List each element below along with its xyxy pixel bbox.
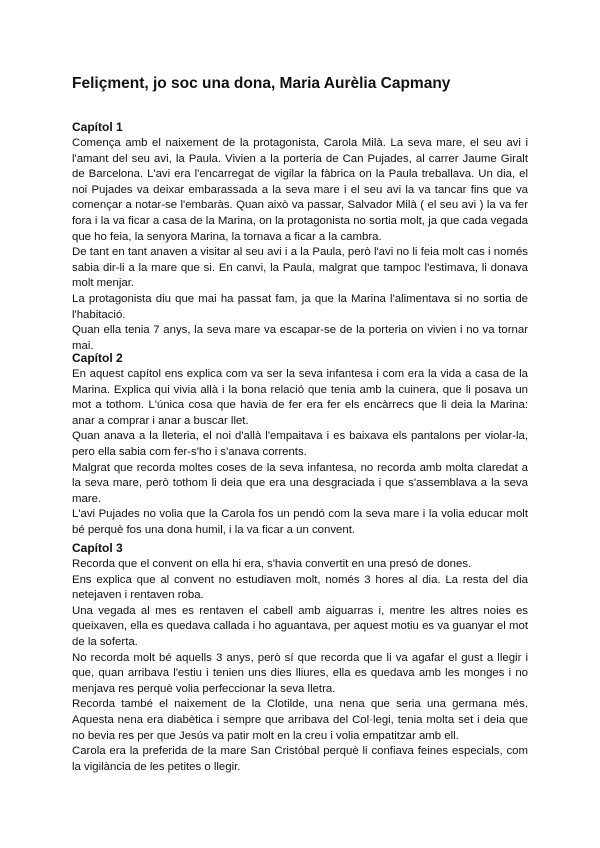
- paragraph: Recorda també el naixement de la Clotilde, una nena que seria una germana més. Aquesta nena era diabètica i sempre que arribava del Col·legi, tenia molta set i deia que no bevia res per que Jesús va patir molt en la creu i volia empatitzar amb ell.: [72, 698, 528, 742]
- paragraph: Quan anava a la lleteria, el noi d'allà l'empaitava i es baixava els pantalons per violar-la, pero ella sabia com fer-s'ho i s'anava corrents.: [72, 430, 528, 458]
- chapter-heading: Capítol 2: [72, 351, 123, 365]
- paragraph: No recorda molt bé aquells 3 anys, però sí que recorda que li va agafar el gust a llegir i que, quan arribava l'estiu i tenien uns dies lliures, ella es quedava amb les monges i no menjava res perquè volia perfeccionar la seva lletra.: [72, 651, 528, 695]
- chapter-2: [72, 351, 528, 539]
- paragraph: Comença amb el naixement de la protagonista, Carola Milà. La seva mare, el seu avi i l'amant del seu avi, la Paula. Vivien a la porteria de Can Pujades, al carrer Jaume Giralt de Barcelona. L'avi era l'encarregat de vigilar la fàbrica on la Paula treballava. Un dia, el noi Pujades va deixar embarassada a la seva mare i el seu avi la va tancar fins que va començar a notar-se l'embaràs. Quan això va passar, Salvador Milà ( el seu avi ) la va fer fora i la va ficar a casa de la Marina, on la protagonista no sortia molt, ja que cada vegada que ho feia, la senyora Marina, la tornava a ficar a la cambra.: [72, 137, 528, 243]
- chapter-heading: Capítol 1: [72, 120, 123, 134]
- chapter-1: [72, 120, 528, 354]
- document-title: Feliçment, jo soc una dona, Maria Aurèlia Capmany: [72, 75, 451, 92]
- chapter-3: [72, 541, 528, 775]
- chapter-heading: Capítol 3: [72, 541, 123, 555]
- paragraph: Quan ella tenia 7 anys, la seva mare va escapar-se de la porteria on vivien i no va tornar mai.: [72, 324, 528, 352]
- paragraph: Malgrat que recorda moltes coses de la seva infantesa, no recorda amb molta claredat a la seva mare, però tothom li deia que era una desgraciada i que s'assemblava a la seva mare.: [72, 461, 528, 505]
- paragraph: De tant en tant anaven a visitar al seu avi i a la Paula, però l'avi no li feia molt cas i només sabia dir-li a la mare que si. En canvi, la Paula, malgrat que tampoc l'estimava, li donava molt menjar.: [72, 246, 528, 290]
- paragraph: En aquest capítol ens explica com va ser la seva infantesa i com era la vida a casa de la Marina. Explica qui vivia allà i la bona relació que tenia amb la cuinera, que li posava un mot a tothom. L'única cosa que havia de fer era fer els encàrrecs que li deia la Marina: anar a comprar i anar a buscar llet.: [72, 368, 528, 427]
- paragraph: Una vegada al mes es rentaven el cabell amb aiguarras i, mentre les altres noies es queixaven, ella es quedava callada i ho aguantava, per aquest motiu es va guanyar el mot de la soferta.: [72, 604, 528, 648]
- paragraph: Carola era la preferida de la mare San Cristóbal perquè li confiava feines especials, com la vigilància de les petites o llegir.: [72, 745, 528, 773]
- paragraph: La protagonista diu que mai ha passat fam, ja que la Marina l'alimentava si no sortia de l'habitació.: [72, 292, 528, 321]
- paragraph: L'avi Pujades no volia que la Carola fos un pendó com la seva mare i la volia educar molt bé perquè fos una dona humil, i la va ficar a un convent.: [72, 508, 528, 536]
- paragraph: Recorda que el convent on ella hi era, s'havia convertit en una presó de dones.: [72, 558, 472, 570]
- paragraph: Ens explica que al convent no estudiaven molt, només 3 hores al dia. La resta del dia netejaven i rentaven roba.: [72, 573, 528, 602]
